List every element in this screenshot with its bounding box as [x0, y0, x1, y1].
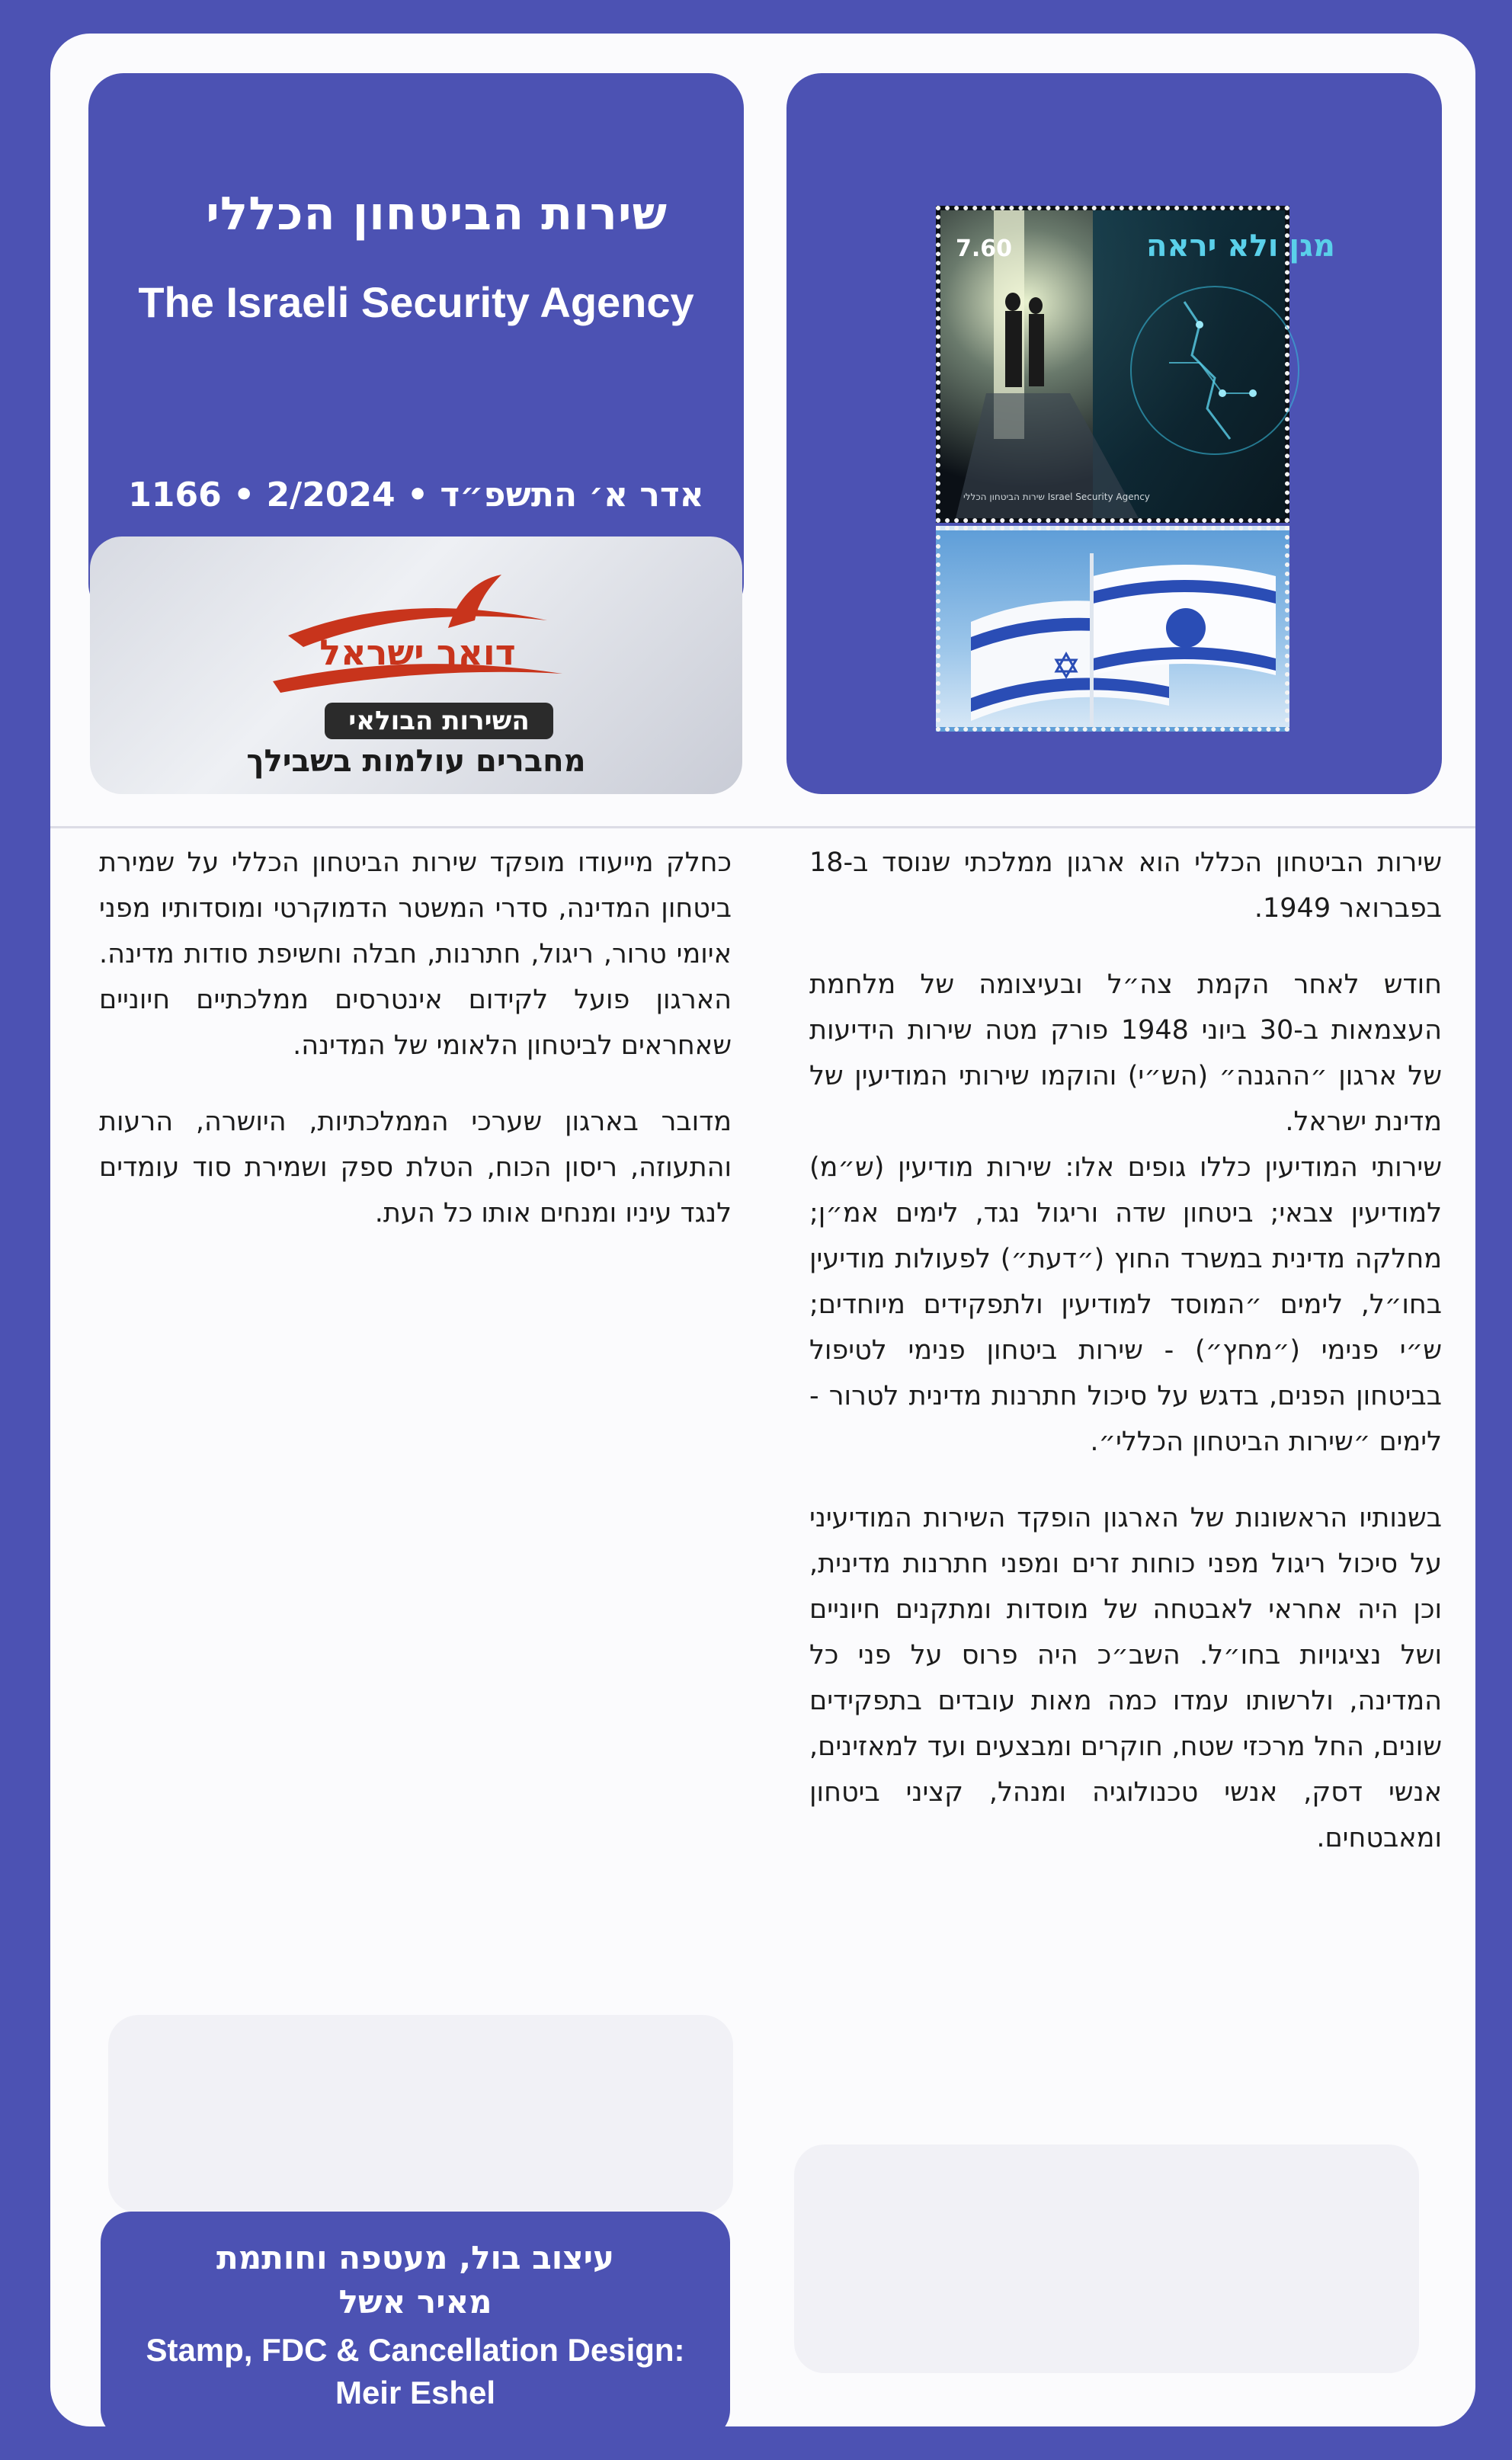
- credit-hebrew-line2: מאיר אשל: [338, 2283, 492, 2321]
- stamp-value: 7.60: [956, 235, 1013, 262]
- ghost-box-left: [108, 2015, 733, 2213]
- article-paragraph-4: כחלק מייעודו מופקד שירות הביטחון הכללי על שמירת ביטחון המדינה, סדרי המשטר הדמוקרטי ומוסדותיו מפני איומי טרור, ריגול, חתרנות, חבלה וחשיפת סודות מדינה. הארגון פועל לקידום אינטרסים ממלכתיים חיוניים שאחראים לביטחון הלאומי של המדינה.: [99, 847, 732, 1061]
- article-paragraph-3: בשנותיו הראשונות של הארגון הופקד השירות המודיעיני על סיכול ריגול מפני כוחות זרים ומפני חתרנות מדינית, וכן היה אחראי לאבטחה של מוסדות ומתקנים חיוניים ושל נציגויות בחו״ל. השב״כ היה פרוס על פני כל המדינה, ולרשותו עמדו כמה מאות עובדים בתפקידים שונים, החל מרכזי שטח, חוקרים ומבצעים ועד למאזינים, אנשי דסק, אנשי טכנולוגיה ומנהל, קציני ביטחון ומאבטחים.: [809, 1503, 1442, 1853]
- ghost-box-right: [794, 2144, 1419, 2373]
- philatelic-service-badge: השירות הבולאי: [325, 703, 553, 739]
- article-paragraph-1: שירות הביטחון הכללי הוא ארגון ממלכתי שנוסד ב-18 בפברואר 1949.: [809, 847, 1442, 924]
- title-hebrew: שירות הביטחון הכללי: [206, 187, 668, 241]
- stamp-panel: [786, 73, 1442, 794]
- stamp-with-tab: [936, 206, 1335, 732]
- article-paragraph-5: מדובר בארגון שערכי הממלכתיות, היושרה, הרעות והתעוזה, ריסון הכוח, הטלת ספק ושמירת סוד עומדים לנגד עיניו ומנחים אותו כל העת.: [99, 1107, 732, 1228]
- credit-english-line1: Stamp, FDC & Cancellation Design:: [146, 2332, 685, 2368]
- design-credits-panel: [101, 2212, 730, 2440]
- fold-line: [50, 826, 1475, 828]
- title-english: The Israeli Security Agency: [138, 278, 694, 326]
- article-paragraph-2: חודש לאחר הקמת צה״ל ובעיצומה של מלחמת העצמאות ב-30 ביוני 1948 פורק מטה שירות הידיעות של ארגון ״ההגנה״ (הש״י) והוקמו שירותי המודיעין של מדינת ישראל. שירותי המודיעין כללו גופים אלו: שירות מודיעין (ש״מ) למודיעין צבאי; ביטחון שדה וריגול נגד, לימים אמ״ן; מחלקה מדינית במשרד החוץ (״דעת״) לפעולות מודיעין בחו״ל, לימים ״המוסד למודיעין ולתפקידים מיוחדים; ש״י פנימי (״מחץ״) - שירות ביטחון פנימי לטיפול בביטחון הפנים, בדגש על סיכול חתרנות מדינית לטרור - לימים ״שירות הביטחון הכללי״.: [809, 969, 1442, 1457]
- israel-post-logo: [90, 537, 742, 794]
- article-column-right: [809, 840, 1442, 1891]
- bulletin-sheet: [50, 34, 1475, 2426]
- brand-name: דואר ישראל: [319, 632, 516, 673]
- stamp-image: [936, 206, 1335, 523]
- issue-line: אדר א׳ התשפ״ד • 2/2024 • 1166: [128, 476, 704, 514]
- stamp-side-text: שירות הביטחון הכללי Israel Security Agency: [963, 492, 1150, 502]
- credit-english-line2: Meir Eshel: [335, 2375, 496, 2410]
- stamp-tab-flags: [936, 526, 1289, 732]
- deer-logo-icon: [258, 575, 578, 704]
- stamp-inscription: מגן ולא יראה: [1146, 229, 1335, 264]
- logo-slogan: מחברים עולמות בשבילך: [246, 744, 586, 779]
- article-column-left: [99, 840, 732, 1267]
- credit-hebrew-line1: עיצוב בול, מעטפה וחותמת: [216, 2239, 614, 2276]
- stamp-artwork: [940, 210, 1335, 518]
- flags-illustration: [940, 530, 1285, 727]
